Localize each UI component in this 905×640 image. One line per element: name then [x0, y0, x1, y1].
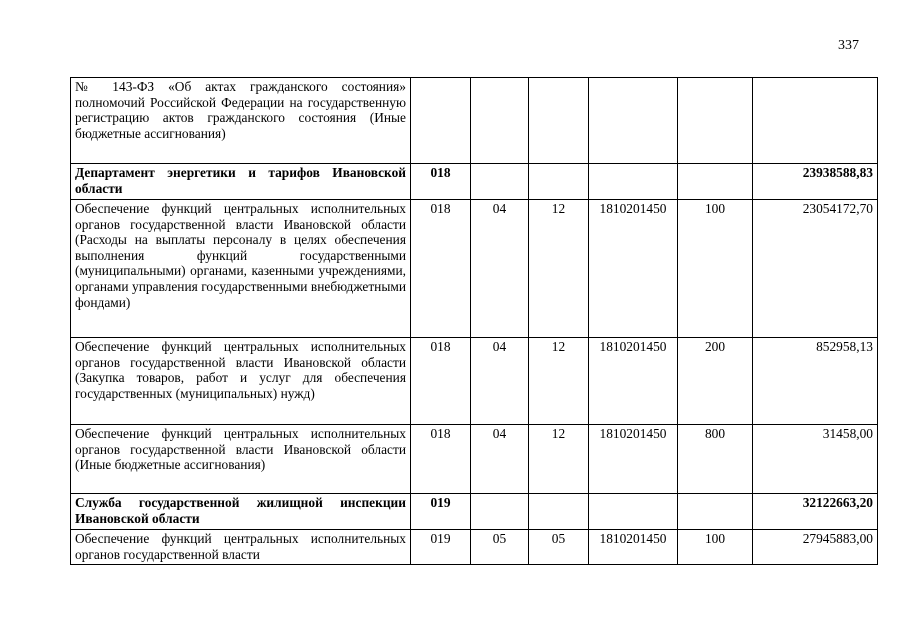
amount: 23938588,83 [753, 164, 878, 200]
section-code [471, 78, 529, 164]
amount [753, 78, 878, 164]
table-row [71, 530, 878, 565]
department-name: Служба государственной жилищной инспекции Ивановской области [71, 494, 411, 530]
amount: 32122663,20 [753, 494, 878, 530]
table-row [71, 425, 878, 494]
target-item-code [589, 78, 678, 164]
subsection-code: 12 [529, 200, 589, 338]
section-code: 04 [471, 200, 529, 338]
amount: 31458,00 [753, 425, 878, 494]
target-item-code: 1810201450 [589, 338, 678, 425]
target-item-code: 1810201450 [589, 200, 678, 338]
ministry-code [411, 78, 471, 164]
row-description: Обеспечение функций центральных исполнительных органов государственной власти Ивановской области (Иные бюджетные ассигнования) [71, 425, 411, 494]
amount: 23054172,70 [753, 200, 878, 338]
ministry-code: 018 [411, 425, 471, 494]
table-row-department [71, 164, 878, 200]
amount: 852958,13 [753, 338, 878, 425]
target-item-code [589, 494, 678, 530]
target-item-code: 1810201450 [589, 425, 678, 494]
expense-type-code [678, 164, 753, 200]
ministry-code: 018 [411, 338, 471, 425]
ministry-code: 018 [411, 200, 471, 338]
row-description: Обеспечение функций центральных исполнительных органов государственной власти Ивановской области (Расходы на выплаты персоналу в целях обеспечения выполнения функций государственными (муниципальными) органами, казенными учреждениями, органами управления государственными внебюджетными фондами) [71, 200, 411, 338]
expense-type-code: 100 [678, 200, 753, 338]
expense-type-code [678, 78, 753, 164]
ministry-code: 018 [411, 164, 471, 200]
department-name: Департамент энергетики и тарифов Ивановской области [71, 164, 411, 200]
subsection-code: 12 [529, 425, 589, 494]
expense-type-code: 800 [678, 425, 753, 494]
target-item-code: 1810201450 [589, 530, 678, 565]
budget-table [70, 77, 878, 565]
section-code [471, 164, 529, 200]
amount: 27945883,00 [753, 530, 878, 565]
section-code: 04 [471, 338, 529, 425]
expense-type-code: 200 [678, 338, 753, 425]
table-row [71, 200, 878, 338]
subsection-code: 12 [529, 338, 589, 425]
subsection-code [529, 494, 589, 530]
table-row-department [71, 494, 878, 530]
subsection-code [529, 78, 589, 164]
ministry-code: 019 [411, 494, 471, 530]
subsection-code: 05 [529, 530, 589, 565]
page-number: 337 [838, 38, 859, 53]
section-code: 05 [471, 530, 529, 565]
section-code [471, 494, 529, 530]
table-row [71, 78, 878, 164]
table-row [71, 338, 878, 425]
target-item-code [589, 164, 678, 200]
row-description: № 143-ФЗ «Об актах гражданского состояния» полномочий Российской Федерации на государственную регистрацию актов гражданского состояния (Иные бюджетные ассигнования) [71, 78, 411, 164]
expense-type-code: 100 [678, 530, 753, 565]
ministry-code: 019 [411, 530, 471, 565]
row-description: Обеспечение функций центральных исполнительных органов государственной власти Ивановской области (Закупка товаров, работ и услуг для обеспечения государственных (муниципальных) нужд) [71, 338, 411, 425]
expense-type-code [678, 494, 753, 530]
section-code: 04 [471, 425, 529, 494]
row-description: Обеспечение функций центральных исполнительных органов государственной власти [71, 530, 411, 565]
subsection-code [529, 164, 589, 200]
